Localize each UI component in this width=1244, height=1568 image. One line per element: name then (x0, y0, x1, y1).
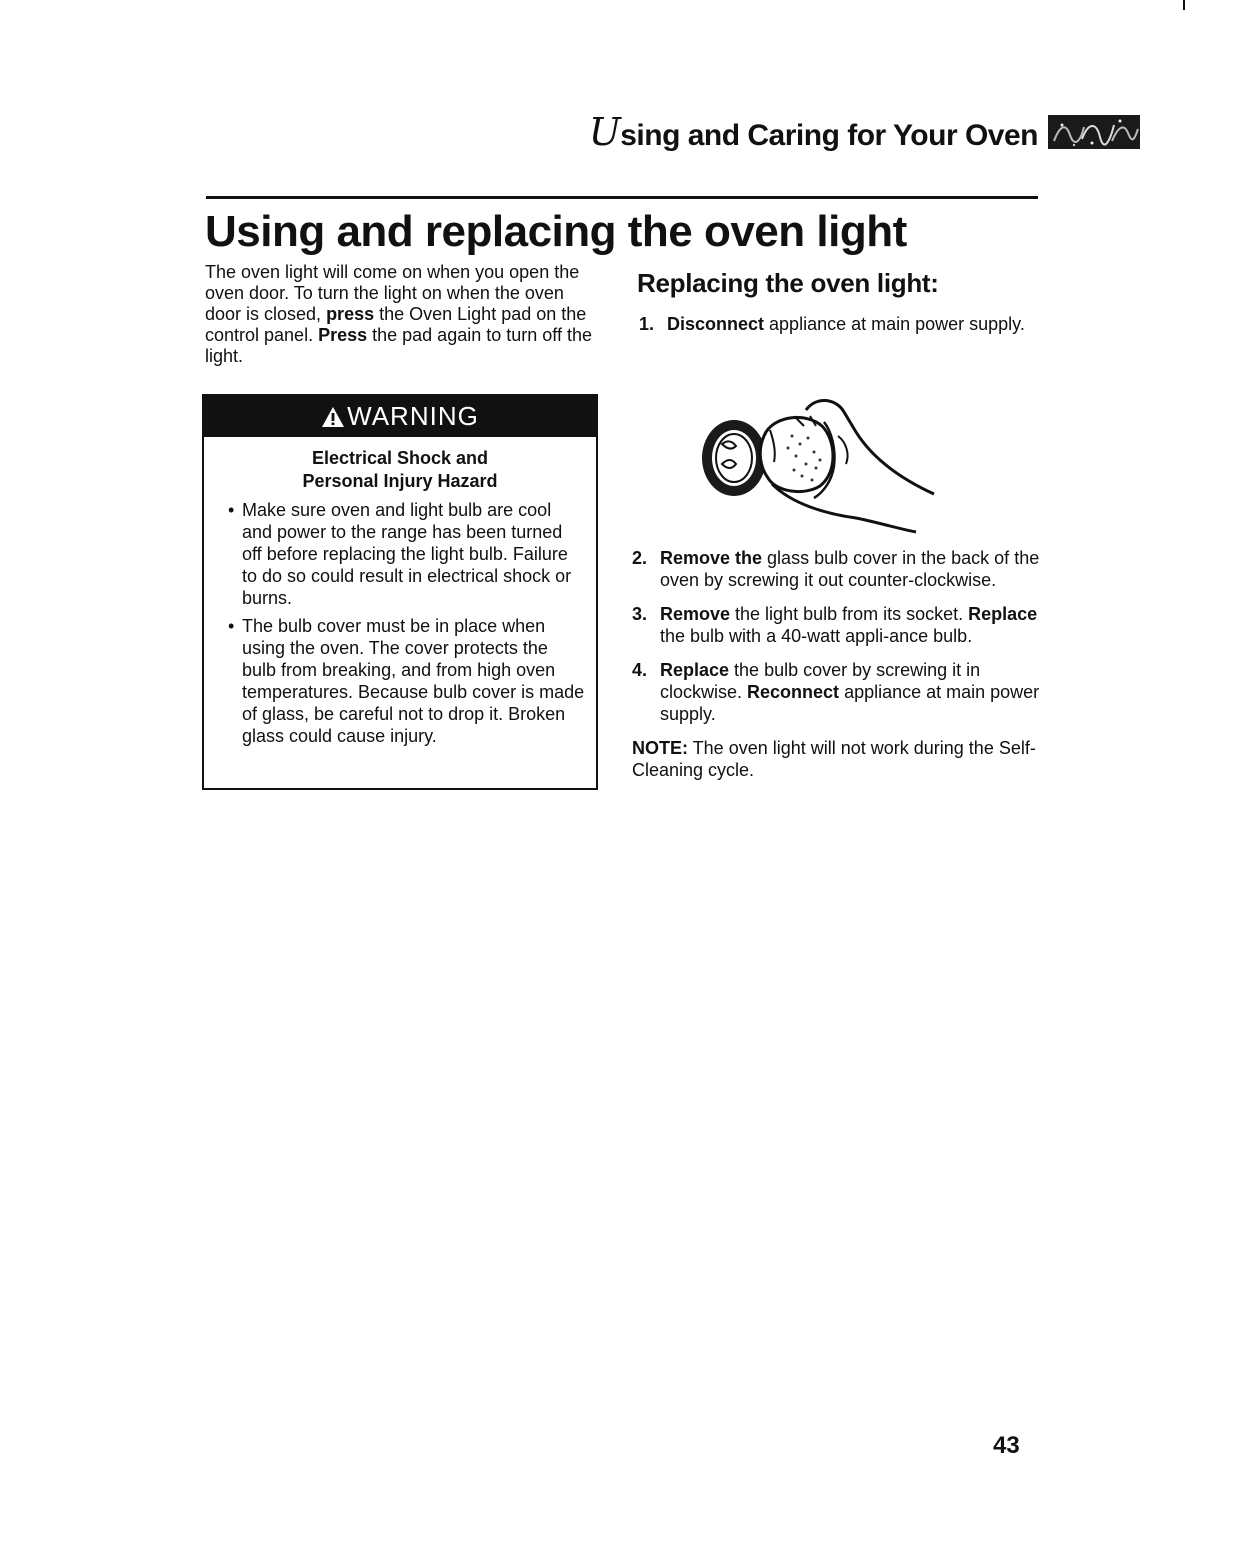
warning-list (204, 499, 596, 747)
page-number: 43 (993, 1432, 1020, 1459)
section-title: Replacing the oven light: (637, 268, 939, 298)
hand-bulb-cover-illustration (696, 392, 956, 542)
warning-box (202, 394, 598, 790)
brand-logo-icon (1048, 115, 1140, 149)
warning-banner (204, 396, 596, 437)
step-item: 2. Remove the glass bulb cover in the back of the oven by screwing it out counter-clockwise. (632, 548, 1040, 590)
warning-bullet: • The bulb cover must be in place when using the oven. The cover protects the bulb from breaking, and from high oven temperatures. Because bulb cover is made of glass, be careful not to drop it. Broken glass could cause injury. (228, 616, 585, 746)
page-title: Using and replacing the oven light (205, 207, 907, 256)
intro-paragraph: The oven light will come on when you open the oven door. To turn the light on when the oven door is closed, press the Oven Light pad on the control panel. Press the pad again to turn off the light. (205, 262, 592, 366)
hazard-title: Electrical Shock and Personal Injury Hazard (302, 448, 498, 491)
steps-list (632, 547, 1044, 781)
running-header-title: Using and Caring for Your Oven (588, 110, 1038, 154)
right-column (632, 262, 1044, 780)
header-rule (206, 196, 1038, 199)
step-item: 4. Replace the bulb cover by screwing it in clockwise. Reconnect appliance at main power supply. (632, 660, 1040, 724)
warning-bullet: • Make sure oven and light bulb are cool and power to the range has been turned off before replacing the light bulb. Failure to do so could result in electrical shock or burns. (228, 500, 572, 608)
corner-mark (1183, 0, 1185, 10)
bullet-dot: • (228, 500, 235, 520)
left-column (205, 262, 603, 367)
step-item: 3. Remove the light bulb from its socket. Replace the bulb with a 40-watt appli-ance bulb. (632, 604, 1038, 646)
running-header (589, 108, 1140, 156)
step-item: 1. Disconnect appliance at main power supply. (639, 314, 1025, 334)
warning-triangle-icon (321, 406, 345, 428)
warning-label: WARNING (347, 401, 479, 431)
note: NOTE: The oven light will not work during the Self-Cleaning cycle. (632, 738, 1036, 780)
bullet-dot: • (228, 616, 235, 636)
